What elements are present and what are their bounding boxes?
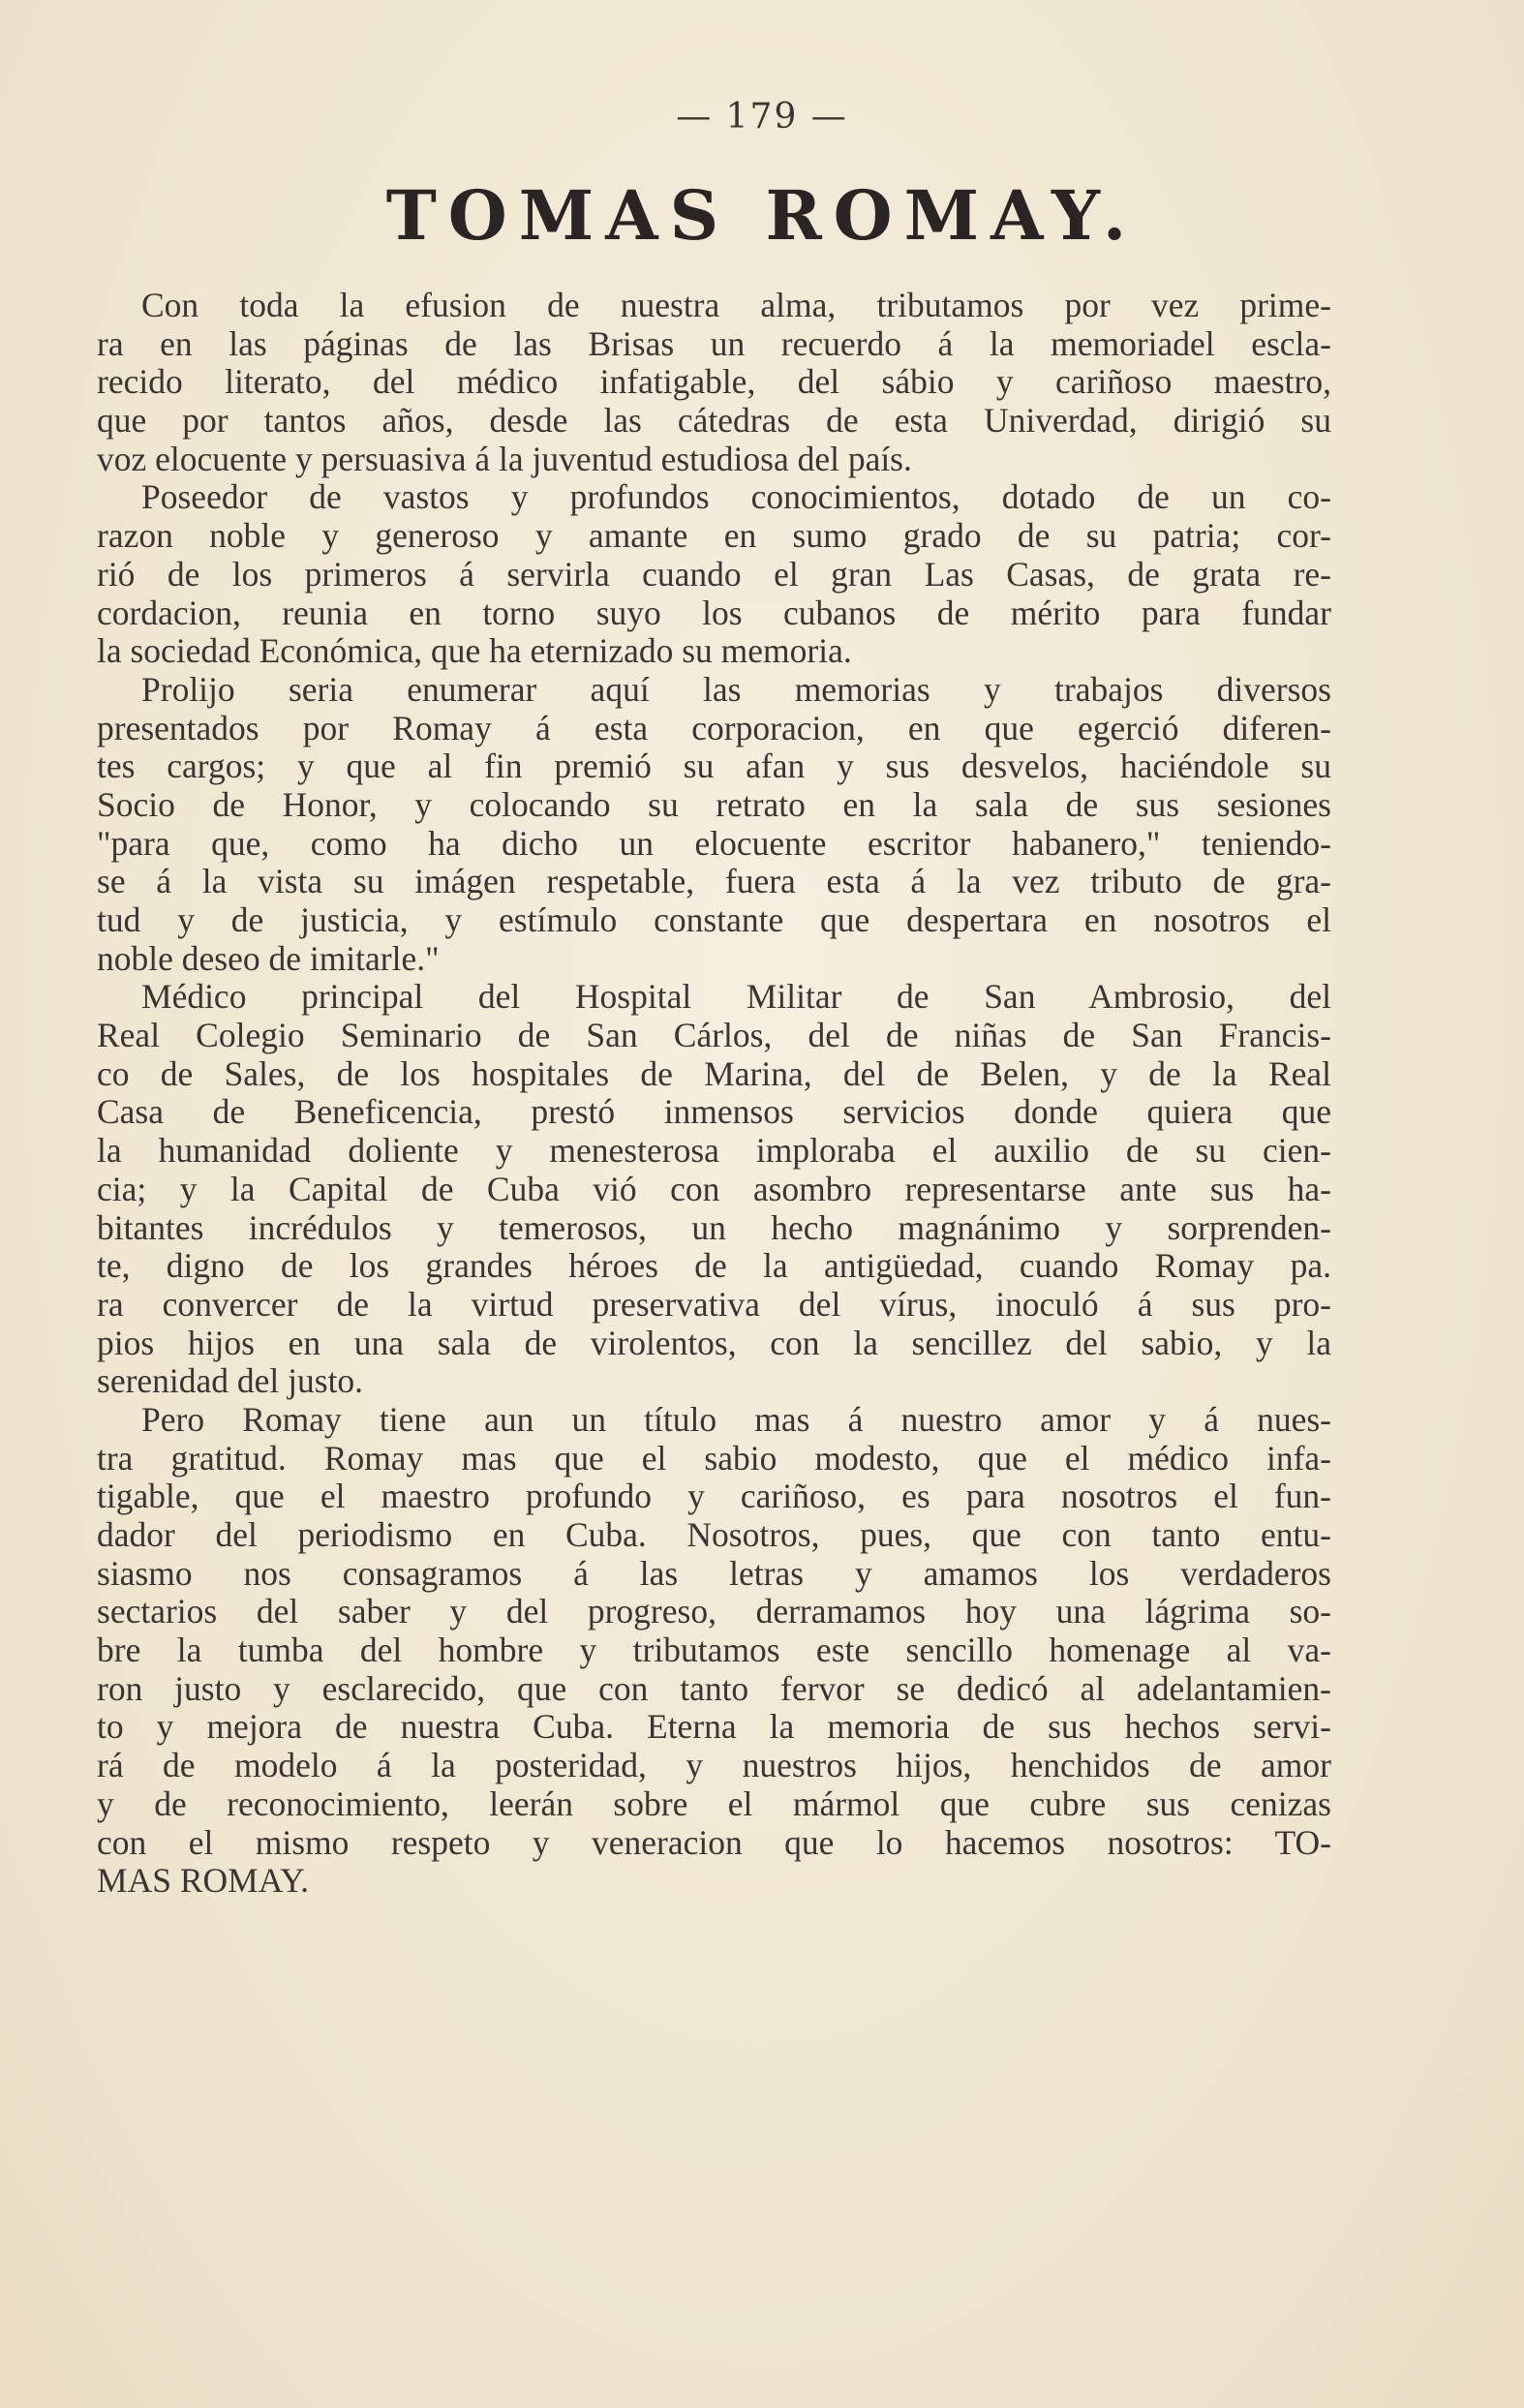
text-line: tigable, que el maestro profundo y cariñoso, es para nosotros el fun-	[97, 1477, 1331, 1516]
text-line: Pero Romay tiene aun un título mas á nuestro amor y á nues-	[141, 1399, 1331, 1439]
text-line: te, digno de los grandes héroes de la antigüedad, cuando Romay pa.	[97, 1246, 1331, 1286]
text-line: rá de modelo á la posteridad, y nuestros hijos, henchidos de amor	[97, 1746, 1331, 1785]
text-line: sectarios del saber y del progreso, derramamos hoy una lágrima so-	[97, 1592, 1331, 1631]
text-line: to y mejora de nuestra Cuba. Eterna la memoria de sus hechos servi-	[97, 1707, 1331, 1747]
text-line: Socio de Honor, y colocando su retrato en la sala de sus sesiones	[97, 784, 1331, 824]
text-line: MAS ROMAY.	[97, 1861, 310, 1901]
text-line: Casa de Beneficencia, prestó inmensos servicios donde quiera que	[97, 1092, 1331, 1132]
article-title: TOMAS ROMAY.	[385, 175, 1139, 256]
text-line: cia; y la Capital de Cuba vió con asombro representarse ante sus ha-	[97, 1169, 1331, 1208]
text-line: tra gratitud. Romay mas que el sabio modesto, que el médico infa-	[97, 1438, 1331, 1478]
text-line: tes cargos; y que al fin premió su afan y sus desvelos, haciéndole su	[97, 747, 1331, 786]
text-line: se á la vista su imágen respetable, fuera esta á la vez tributo de gra-	[97, 862, 1331, 901]
text-line: con el mismo respeto y veneracion que lo hacemos nosotros: TO-	[97, 1822, 1331, 1862]
text-line: noble deseo de imitarle."	[97, 938, 440, 978]
text-line: recido literato, del médico infatigable, del sábio y cariñoso maestro,	[97, 362, 1331, 402]
text-line: serenidad del justo.	[97, 1361, 364, 1401]
text-line: bitantes incrédulos y temerosos, un hecho magnánimo y sorprenden-	[97, 1207, 1331, 1247]
text-line: Con toda la efusion de nuestra alma, tributamos por vez prime-	[141, 286, 1331, 324]
text-line: razon noble y generoso y amante en sumo grado de su patria; cor-	[97, 516, 1331, 556]
text-line: voz elocuente y persuasiva á la juventud estudiosa del país.	[97, 439, 912, 478]
text-line: Real Colegio Seminario de San Cárlos, del de niñas de San Francis-	[97, 1016, 1331, 1055]
text-line: tud y de justicia, y estímulo constante que despertara en nosotros el	[97, 900, 1331, 939]
text-line: ra en las páginas de las Brisas un recuerdo á la memoriadel escla-	[97, 323, 1331, 363]
text-line: y de reconocimiento, leerán sobre el mármol que cubre sus cenizas	[97, 1783, 1331, 1823]
text-line: pios hijos en una sala de virolentos, con la sencillez del sabio, y la	[97, 1323, 1331, 1362]
text-line: que por tantos años, desde las cátedras de esta Univerdad, dirigió su	[97, 401, 1331, 441]
text-line: bre la tumba del hombre y tributamos este sencillo homenage al va-	[97, 1631, 1331, 1670]
text-line: dador del periodismo en Cuba. Nosotros, pues, que con tanto entu-	[97, 1515, 1331, 1554]
text-line: la sociedad Económica, que ha eternizado su memoria.	[97, 631, 852, 671]
article-body	[97, 287, 1331, 1901]
text-line: ra convercer de la virtud preservativa del vírus, inoculó á sus pro-	[97, 1284, 1331, 1324]
text-line: Prolijo seria enumerar aquí las memorias y trabajos diversos	[141, 669, 1331, 709]
text-line: siasmo nos consagramos á las letras y amamos los verdaderos	[97, 1553, 1331, 1593]
text-line: rió de los primeros á servirla cuando el gran Las Casas, de grata re-	[97, 554, 1331, 594]
text-line: Poseedor de vastos y profundos conocimientos, dotado de un co-	[141, 477, 1331, 517]
text-line: la humanidad doliente y menesterosa imploraba el auxilio de su cien-	[97, 1131, 1331, 1171]
text-line: cordacion, reunia en torno suyo los cubanos de mérito para fundar	[97, 593, 1331, 632]
text-line: co de Sales, de los hospitales de Marina, del de Belen, y de la Real	[97, 1053, 1331, 1093]
text-line: Médico principal del Hospital Militar de San Ambrosio, del	[141, 977, 1331, 1017]
text-line: presentados por Romay á esta corporacion, en que egerció diferen-	[97, 708, 1331, 747]
text-line: "para que, como ha dicho un elocuente escritor habanero," teniendo-	[97, 823, 1331, 863]
text-line: ron justo y esclarecido, que con tanto fervor se dedicó al adelantamien-	[97, 1668, 1331, 1708]
page-number: — 179 —	[676, 97, 848, 137]
